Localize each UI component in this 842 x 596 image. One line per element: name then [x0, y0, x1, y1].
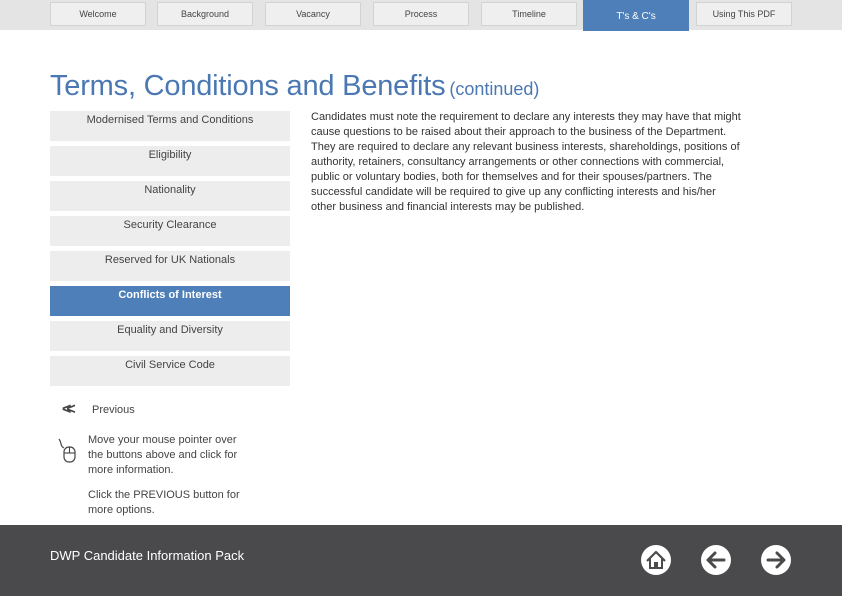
tab-welcome[interactable]: Welcome: [50, 2, 146, 26]
double-chevron-left-icon: <<: [62, 401, 71, 418]
menu-item-civil-service-code[interactable]: Civil Service Code: [50, 356, 290, 387]
tab-ts-and-cs[interactable]: T's & C's: [583, 0, 689, 31]
previous-button[interactable]: [62, 401, 135, 419]
tab-vacancy[interactable]: Vacancy: [265, 2, 361, 26]
menu-item-nationality[interactable]: Nationality: [50, 181, 290, 212]
tab-background[interactable]: Background: [157, 2, 253, 26]
previous-label: Previous: [92, 404, 135, 416]
page-title-suffix: (continued): [449, 79, 540, 99]
menu-item-eligibility[interactable]: Eligibility: [50, 146, 290, 177]
footer-bar: [0, 525, 842, 596]
menu-item-security-clearance[interactable]: Security Clearance: [50, 216, 290, 247]
top-nav-bar: [0, 0, 842, 30]
menu-item-equality-diversity[interactable]: Equality and Diversity: [50, 321, 290, 352]
tab-using-this-pdf[interactable]: Using This PDF: [696, 2, 792, 26]
arrow-right-icon[interactable]: [760, 544, 792, 576]
mouse-hint-text: Move your mouse pointer over the buttons above and click for more information.: [88, 434, 238, 476]
tab-timeline[interactable]: Timeline: [481, 2, 577, 26]
footer-title: DWP Candidate Information Pack: [50, 548, 245, 563]
page-title: [50, 70, 539, 103]
home-icon[interactable]: [640, 544, 672, 576]
previous-hint-text: Click the PREVIOUS button for more options.: [88, 489, 240, 516]
tab-process[interactable]: Process: [373, 2, 469, 26]
menu-item-modernised-terms[interactable]: Modernised Terms and Conditions: [50, 111, 290, 142]
arrow-left-icon[interactable]: [700, 544, 732, 576]
menu-item-conflicts-of-interest[interactable]: Conflicts of Interest: [50, 286, 290, 317]
page-title-main: Terms, Conditions and Benefits: [50, 70, 446, 102]
mouse-icon: [57, 437, 79, 463]
menu-item-reserved-uk-nationals[interactable]: Reserved for UK Nationals: [50, 251, 290, 282]
content-paragraph: Candidates must note the requirement to declare any interests they may have that might cause questions to be raised about their approach to the business of the Department. They are required to declare any relevant business interests, shareholdings, positions of authority, retainers, consultancy arrangements or other connections with commercial, public or voluntary bodies, both for themselves and for their spouses/partners. The successful candidate will be required to give up any conflicting interests and his/her other business and financial interests may be published.: [311, 111, 741, 213]
